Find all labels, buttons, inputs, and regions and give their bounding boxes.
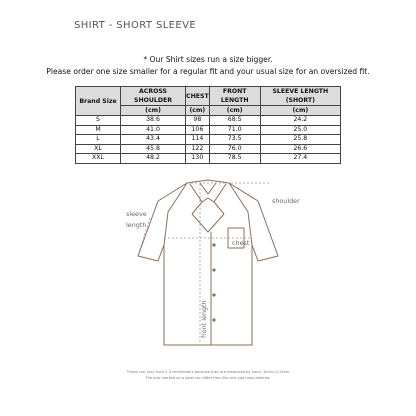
value-cell: 48.2 (121, 154, 186, 164)
size-cell: XXL (76, 154, 121, 164)
value-cell: 27.4 (260, 154, 340, 164)
value-cell: 73.5 (209, 135, 260, 145)
value-cell: 78.5 (209, 154, 260, 164)
column-unit: (cm) (209, 106, 260, 116)
size-cell: S (76, 116, 121, 126)
size-cell: L (76, 135, 121, 145)
value-cell: 25.0 (260, 125, 340, 135)
value-cell: 41.0 (121, 125, 186, 135)
column-header: FRONT LENGTH (209, 87, 260, 106)
column-unit: (cm) (121, 106, 186, 116)
value-cell: 130 (186, 154, 210, 164)
sleeve-label-line-1: sleeve (126, 210, 147, 218)
fit-note-line-2: Please order one size smaller for a regular fit and your usual size for an oversized fit. (46, 67, 370, 76)
shirt-outline (138, 180, 278, 345)
value-cell: 38.6 (121, 116, 186, 126)
value-cell: 98 (186, 116, 210, 126)
column-unit: (cm) (260, 106, 340, 116)
value-cell: 24.2 (260, 116, 340, 126)
size-cell: XL (76, 144, 121, 154)
value-cell: 76.0 (209, 144, 260, 154)
column-header: SLEEVE LENGTH (SHORT) (260, 87, 340, 106)
footnote-line-1: *Sizes can vary from 2-3 centimeters because they are measured by hand. 1inch=2.54cm (126, 370, 290, 374)
value-cell: 26.6 (260, 144, 340, 154)
sleeve-label-line-2: length (126, 221, 147, 229)
value-cell: 106 (186, 125, 210, 135)
value-cell: 43.4 (121, 135, 186, 145)
chest-label: chest (232, 239, 250, 247)
value-cell: 114 (186, 135, 210, 145)
shirt-buttons (212, 243, 215, 321)
shoulder-label: shoulder (272, 197, 300, 205)
column-header: CHEST (186, 87, 210, 106)
value-cell: 122 (186, 144, 210, 154)
value-cell: 25.8 (260, 135, 340, 145)
value-cell: 68.5 (209, 116, 260, 126)
fit-note-line-1: * Our Shirt sizes run a size bigger. (143, 55, 273, 64)
brand-size-header: Brand Size (76, 87, 121, 116)
footnote-line-2: The size marked on a label can differ from the one you have ordered. (145, 376, 271, 380)
column-unit: (cm) (186, 106, 210, 116)
size-cell: M (76, 125, 121, 135)
page-title: SHIRT - SHORT SLEEVE (74, 20, 197, 31)
value-cell: 71.0 (209, 125, 260, 135)
value-cell: 45.8 (121, 144, 186, 154)
front-length-label: front length (200, 300, 208, 338)
column-header: ACROSS SHOULDER (121, 87, 186, 106)
